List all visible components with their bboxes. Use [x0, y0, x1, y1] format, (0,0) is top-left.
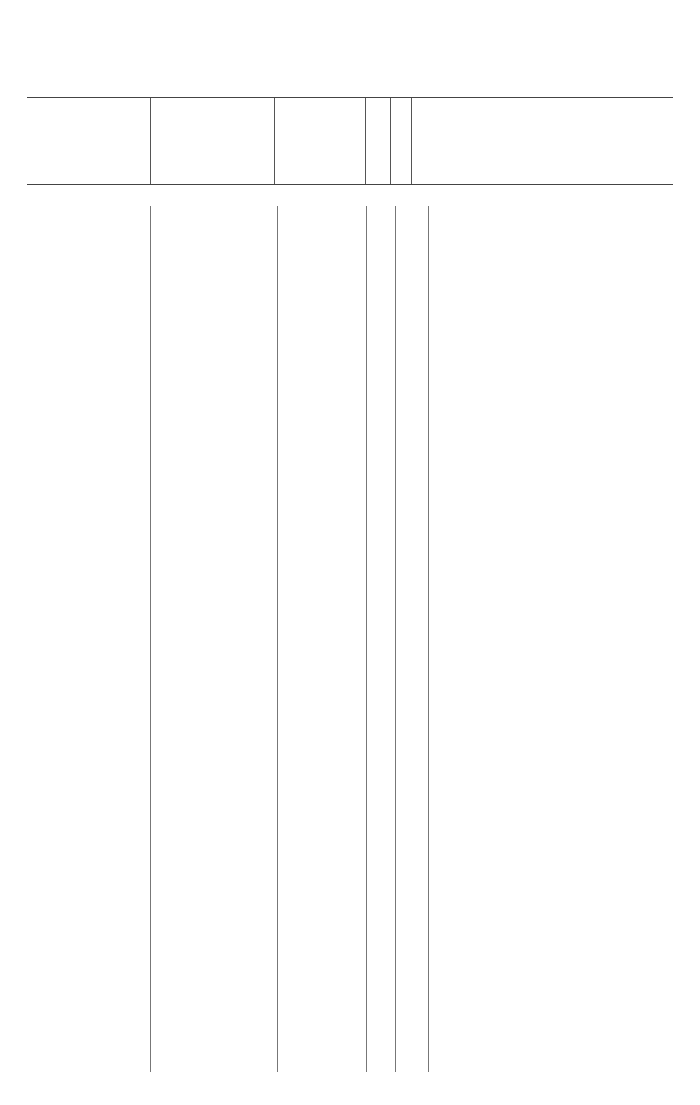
table-header — [27, 97, 673, 185]
header-previous — [392, 102, 410, 180]
column-rule — [150, 206, 151, 1072]
column-rule — [395, 206, 396, 1072]
column-rule — [428, 206, 429, 1072]
column-rule — [366, 206, 367, 1072]
column-rule — [277, 206, 278, 1072]
header-service — [367, 102, 387, 180]
